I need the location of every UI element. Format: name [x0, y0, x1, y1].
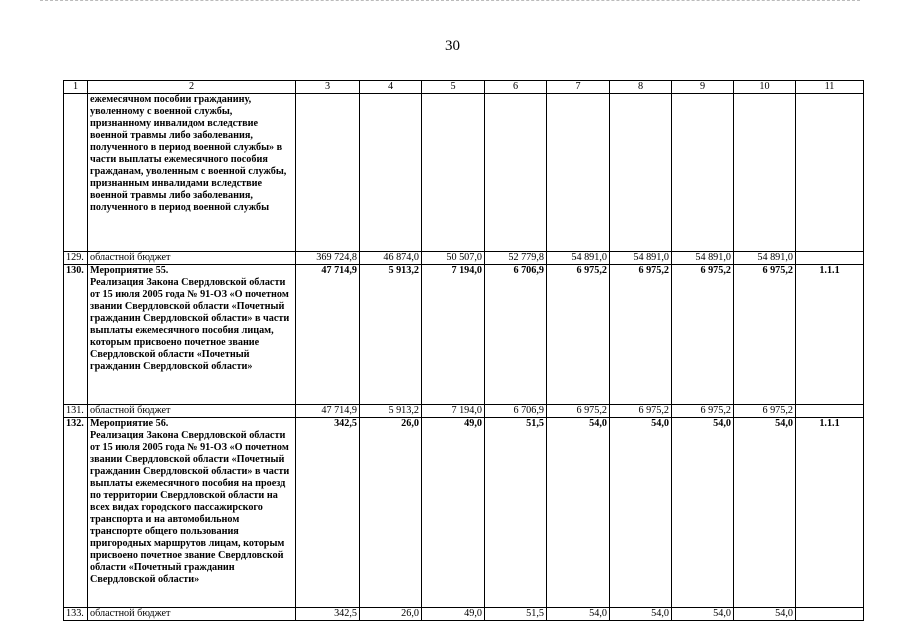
row-description [88, 94, 296, 252]
value-cell: 50 507,0 [422, 252, 485, 265]
value-cell [547, 94, 610, 252]
value-cell: 342,5 [296, 418, 360, 608]
target-code [796, 252, 864, 265]
value-cell [296, 94, 360, 252]
column-header: 4 [360, 81, 422, 94]
column-header: 3 [296, 81, 360, 94]
row-index: 131. [64, 405, 88, 418]
measure-title: Мероприятие 55. [90, 265, 169, 276]
budget-table [63, 80, 864, 621]
column-header: 11 [796, 81, 864, 94]
value-cell [360, 94, 422, 252]
value-cell: 54,0 [734, 608, 796, 621]
value-cell: 54,0 [734, 418, 796, 608]
target-code: 1.1.1 [796, 418, 864, 608]
value-cell: 54,0 [672, 608, 734, 621]
row-index [64, 94, 88, 252]
value-cell: 54,0 [547, 418, 610, 608]
column-header: 8 [610, 81, 672, 94]
row-text: ежемесячном пособии гражданину, уволенному с военной службы, признанному инвалидом вследствие военной травмы либо заболевания, полученного в период военной службы» в части выплаты ежемесячного пособия гражданам, уволенным с военной службы, признанным инвалидами вследствие военной травмы либо заболевания, полученного в период военной службы [90, 94, 287, 213]
value-cell: 26,0 [360, 418, 422, 608]
value-cell: 49,0 [422, 418, 485, 608]
value-cell: 6 975,2 [610, 405, 672, 418]
value-cell: 54,0 [610, 418, 672, 608]
row-description [88, 405, 296, 418]
row-text: областной бюджет [90, 405, 171, 416]
row-index: 129. [64, 252, 88, 265]
value-cell: 5 913,2 [360, 405, 422, 418]
row-description [88, 252, 296, 265]
value-cell: 54,0 [547, 608, 610, 621]
value-cell: 6 975,2 [610, 265, 672, 405]
table-row [64, 405, 864, 418]
value-cell: 26,0 [360, 608, 422, 621]
row-index: 132. [64, 418, 88, 608]
table-row [64, 608, 864, 621]
column-header: 2 [88, 81, 296, 94]
column-header: 7 [547, 81, 610, 94]
value-cell: 54 891,0 [672, 252, 734, 265]
column-header: 1 [64, 81, 88, 94]
value-cell [734, 94, 796, 252]
row-text: Реализация Закона Свердловской области от 15 июля 2005 года № 91-ОЗ «О почетном звании Свердловской области «Почетный гражданин Свердловской области» в части выплаты ежемесячного пособия на проезд по территории Свердловской области на всех видах городского пассажирского транспорта и на автомобильном транспорте общего пользования пригородных маршрутов лицам, которым присвоено почетное звание Свердловской области «Почетный гражданин Свердловской области» [90, 430, 290, 585]
scan-top-edge [40, 0, 860, 2]
value-cell: 54,0 [610, 608, 672, 621]
row-index: 130. [64, 265, 88, 405]
value-cell: 54 891,0 [734, 252, 796, 265]
value-cell: 47 714,9 [296, 405, 360, 418]
value-cell [610, 94, 672, 252]
target-code [796, 608, 864, 621]
value-cell [672, 94, 734, 252]
value-cell: 46 874,0 [360, 252, 422, 265]
value-cell: 342,5 [296, 608, 360, 621]
value-cell: 6 975,2 [672, 265, 734, 405]
column-header: 10 [734, 81, 796, 94]
value-cell: 54 891,0 [547, 252, 610, 265]
value-cell: 52 779,8 [485, 252, 547, 265]
value-cell: 7 194,0 [422, 405, 485, 418]
target-code: 1.1.1 [796, 265, 864, 405]
column-header-row [64, 81, 864, 94]
value-cell: 51,5 [485, 418, 547, 608]
table-row [64, 265, 864, 405]
measure-title: Мероприятие 56. [90, 418, 169, 429]
value-cell: 51,5 [485, 608, 547, 621]
row-description [88, 265, 296, 405]
value-cell: 6 975,2 [734, 405, 796, 418]
value-cell: 6 706,9 [485, 265, 547, 405]
table-row [64, 252, 864, 265]
value-cell [485, 94, 547, 252]
row-description [88, 608, 296, 621]
table-row [64, 418, 864, 608]
row-text: Реализация Закона Свердловской области от 15 июля 2005 года № 91-ОЗ «О почетном звании Свердловской области «Почетный гражданин Свердловской области» в части выплаты ежемесячного пособия лицам, которым присвоено почетное звание Свердловской области «Почетный гражданин Свердловской области» [90, 277, 290, 372]
table-body [64, 81, 864, 621]
value-cell [422, 94, 485, 252]
row-description [88, 418, 296, 608]
value-cell: 5 913,2 [360, 265, 422, 405]
value-cell: 6 975,2 [672, 405, 734, 418]
value-cell: 369 724,8 [296, 252, 360, 265]
row-index: 133. [64, 608, 88, 621]
page-number: 30 [445, 38, 460, 54]
target-code [796, 94, 864, 252]
value-cell: 47 714,9 [296, 265, 360, 405]
row-text: областной бюджет [90, 608, 171, 619]
target-code [796, 405, 864, 418]
value-cell: 7 194,0 [422, 265, 485, 405]
table-row [64, 94, 864, 252]
value-cell: 6 975,2 [547, 405, 610, 418]
value-cell: 6 706,9 [485, 405, 547, 418]
column-header: 5 [422, 81, 485, 94]
column-header: 9 [672, 81, 734, 94]
value-cell: 54 891,0 [610, 252, 672, 265]
value-cell: 6 975,2 [734, 265, 796, 405]
value-cell: 6 975,2 [547, 265, 610, 405]
column-header: 6 [485, 81, 547, 94]
value-cell: 54,0 [672, 418, 734, 608]
value-cell: 49,0 [422, 608, 485, 621]
row-text: областной бюджет [90, 252, 171, 263]
